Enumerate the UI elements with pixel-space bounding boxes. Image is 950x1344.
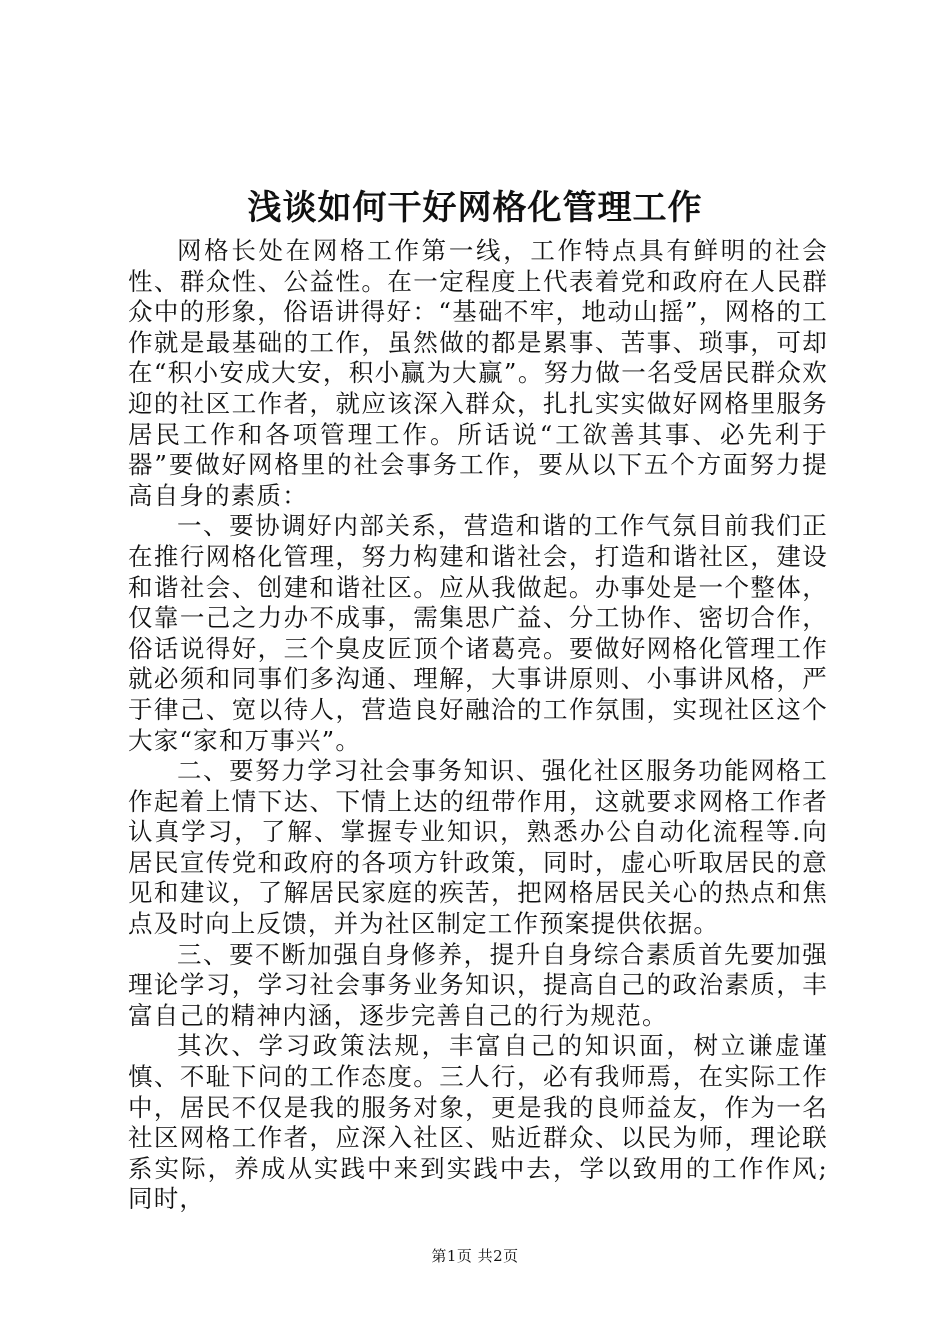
paragraph-intro: 网格长处在网格工作第一线，工作特点具有鲜明的社会性、群众性、公益性。在一定程度上代表着党和政府在人民群众中的形象，俗语讲得好：“基础不牢，地动山摇”，网格的工作就是最基础的工作，虽然做的都是累事、苦事、琐事，可却在“积小安成大安，积小赢为大赢”。努力做一名受居民群众欢迎的社区工作者，就应该深入群众，扎扎实实做好网格里服务居民工作和各项管理工作。所话说“工欲善其事、必先利于器”要做好网格里的社会事务工作，要从以下五个方面努力提高自身的素质： — [128, 236, 828, 510]
paragraph-point-two: 二、要努力学习社会事务知识、强化社区服务功能网格工作起着上情下达、下情上达的纽带作用，这就要求网格工作者认真学习，了解、掌握专业知识，熟悉办公自动化流程等.向居民宣传党和政府的各项方针政策，同时，虚心听取居民的意见和建议，了解居民家庭的疾苦，把网格居民关心的热点和焦点及时向上反馈，并为社区制定工作预案提供依据。 — [128, 756, 828, 939]
page-number-footer: 第1页 共2页 — [431, 1247, 519, 1265]
document-body — [128, 236, 828, 1215]
paragraph-secondly: 其次、学习政策法规，丰富自己的知识面，树立谦虚谨慎、不耻下问的工作态度。三人行，必有我师焉，在实际工作中，居民不仅是我的服务对象，更是我的良师益友，作为一名社区网格工作者，应深入社区、贴近群众、以民为师，理论联系实际，养成从实践中来到实践中去，学以致用的工作作风;同时， — [128, 1031, 828, 1214]
paragraph-point-three: 三、要不断加强自身修养，提升自身综合素质首先要加强理论学习，学习社会事务业务知识，提高自己的政治素质，丰富自己的精神内涵，逐步完善自己的行为规范。 — [128, 939, 828, 1030]
document-title: 浅谈如何干好网格化管理工作 — [247, 188, 703, 228]
paragraph-point-one: 一、要协调好内部关系，营造和谐的工作气氛目前我们正在推行网格化管理，努力构建和谐社会，打造和谐社区，建设和谐社会、创建和谐社区。应从我做起。办事处是一个整体，仅靠一己之力办不成事，需集思广益、分工协作、密切合作，俗话说得好，三个臭皮匠顶个诸葛亮。要做好网格化管理工作就必须和同事们多沟通、理解，大事讲原则、小事讲风格，严于律己、宽以待人，营造良好融洽的工作氛围，实现社区这个大家“家和万事兴”。 — [128, 511, 828, 755]
